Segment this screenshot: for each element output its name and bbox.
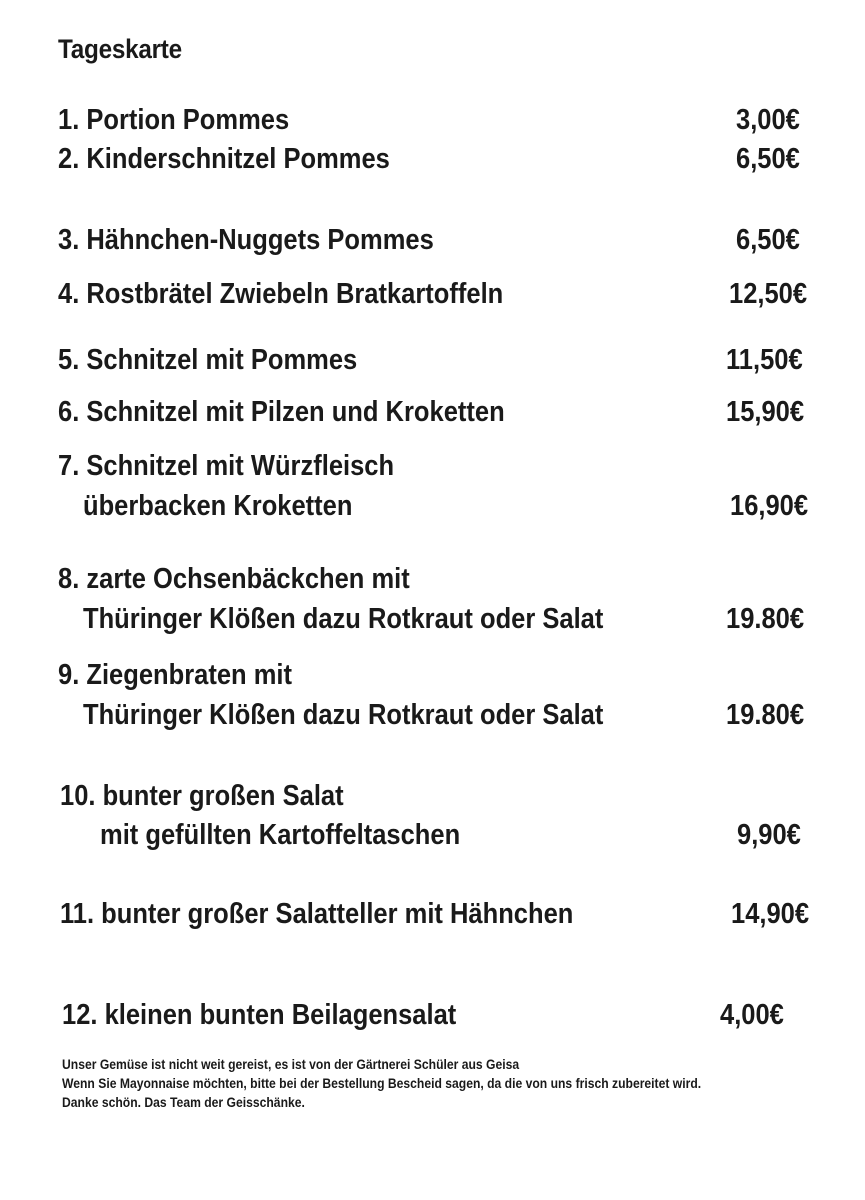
menu-item-2-price: 6,50€ (736, 143, 800, 175)
menu-item-11-price: 14,90€ (731, 898, 810, 930)
menu-item-8-price: 19.80€ (726, 603, 805, 635)
menu-item-11-name: 11. bunter großer Salatteller mit Hähnchen (60, 898, 574, 930)
menu-item-6-name: 6. Schnitzel mit Pilzen und Kroketten (58, 396, 505, 428)
menu-item-9-name: 9. Ziegenbraten mit (58, 659, 292, 691)
menu-item-5-name: 5. Schnitzel mit Pommes (58, 344, 358, 376)
menu-item-4-name: 4. Rostbrätel Zwiebeln Bratkartoffeln (58, 278, 504, 310)
menu-item-8-name: 8. zarte Ochsenbäckchen mit (58, 563, 410, 595)
footer-line-3: Danke schön. Das Team der Geisschänke. (62, 1095, 305, 1110)
menu-item-10-name: 10. bunter großen Salat (60, 780, 344, 812)
menu-item-7-price: 16,90€ (730, 490, 809, 522)
menu-item-12-price: 4,00€ (720, 999, 784, 1031)
menu-item-10-detail: mit gefüllten Kartoffeltaschen (100, 819, 461, 851)
menu-item-8-detail: Thüringer Klößen dazu Rotkraut oder Salat (83, 603, 604, 635)
menu-item-6-price: 15,90€ (726, 396, 805, 428)
menu-item-1-price: 3,00€ (736, 104, 800, 136)
menu-item-9-price: 19.80€ (726, 699, 805, 731)
menu-item-3-name: 3. Hähnchen-Nuggets Pommes (58, 224, 434, 256)
menu-item-7-name: 7. Schnitzel mit Würzfleisch (58, 450, 395, 482)
footer-line-1: Unser Gemüse ist nicht weit gereist, es ist von der Gärtnerei Schüler aus Geisa (62, 1057, 520, 1072)
menu-item-12-name: 12. kleinen bunten Beilagensalat (62, 999, 457, 1031)
menu-item-3-price: 6,50€ (736, 224, 800, 256)
footer-note (62, 1055, 701, 1112)
menu-item-4-price: 12,50€ (729, 278, 808, 310)
menu-item-7-detail: überbacken Kroketten (83, 490, 353, 522)
menu-item-1-name: 1. Portion Pommes (58, 104, 290, 136)
page-title: Tageskarte (58, 34, 182, 64)
footer-line-2: Wenn Sie Mayonnaise möchten, bitte bei der Bestellung Bescheid sagen, da die von uns frisch zubereitet wird. (62, 1076, 702, 1091)
menu-item-10-price: 9,90€ (737, 819, 801, 851)
menu-item-5-price: 11,50€ (726, 344, 803, 376)
menu-item-9-detail: Thüringer Klößen dazu Rotkraut oder Salat (83, 699, 604, 731)
menu-item-2-name: 2. Kinderschnitzel Pommes (58, 143, 390, 175)
